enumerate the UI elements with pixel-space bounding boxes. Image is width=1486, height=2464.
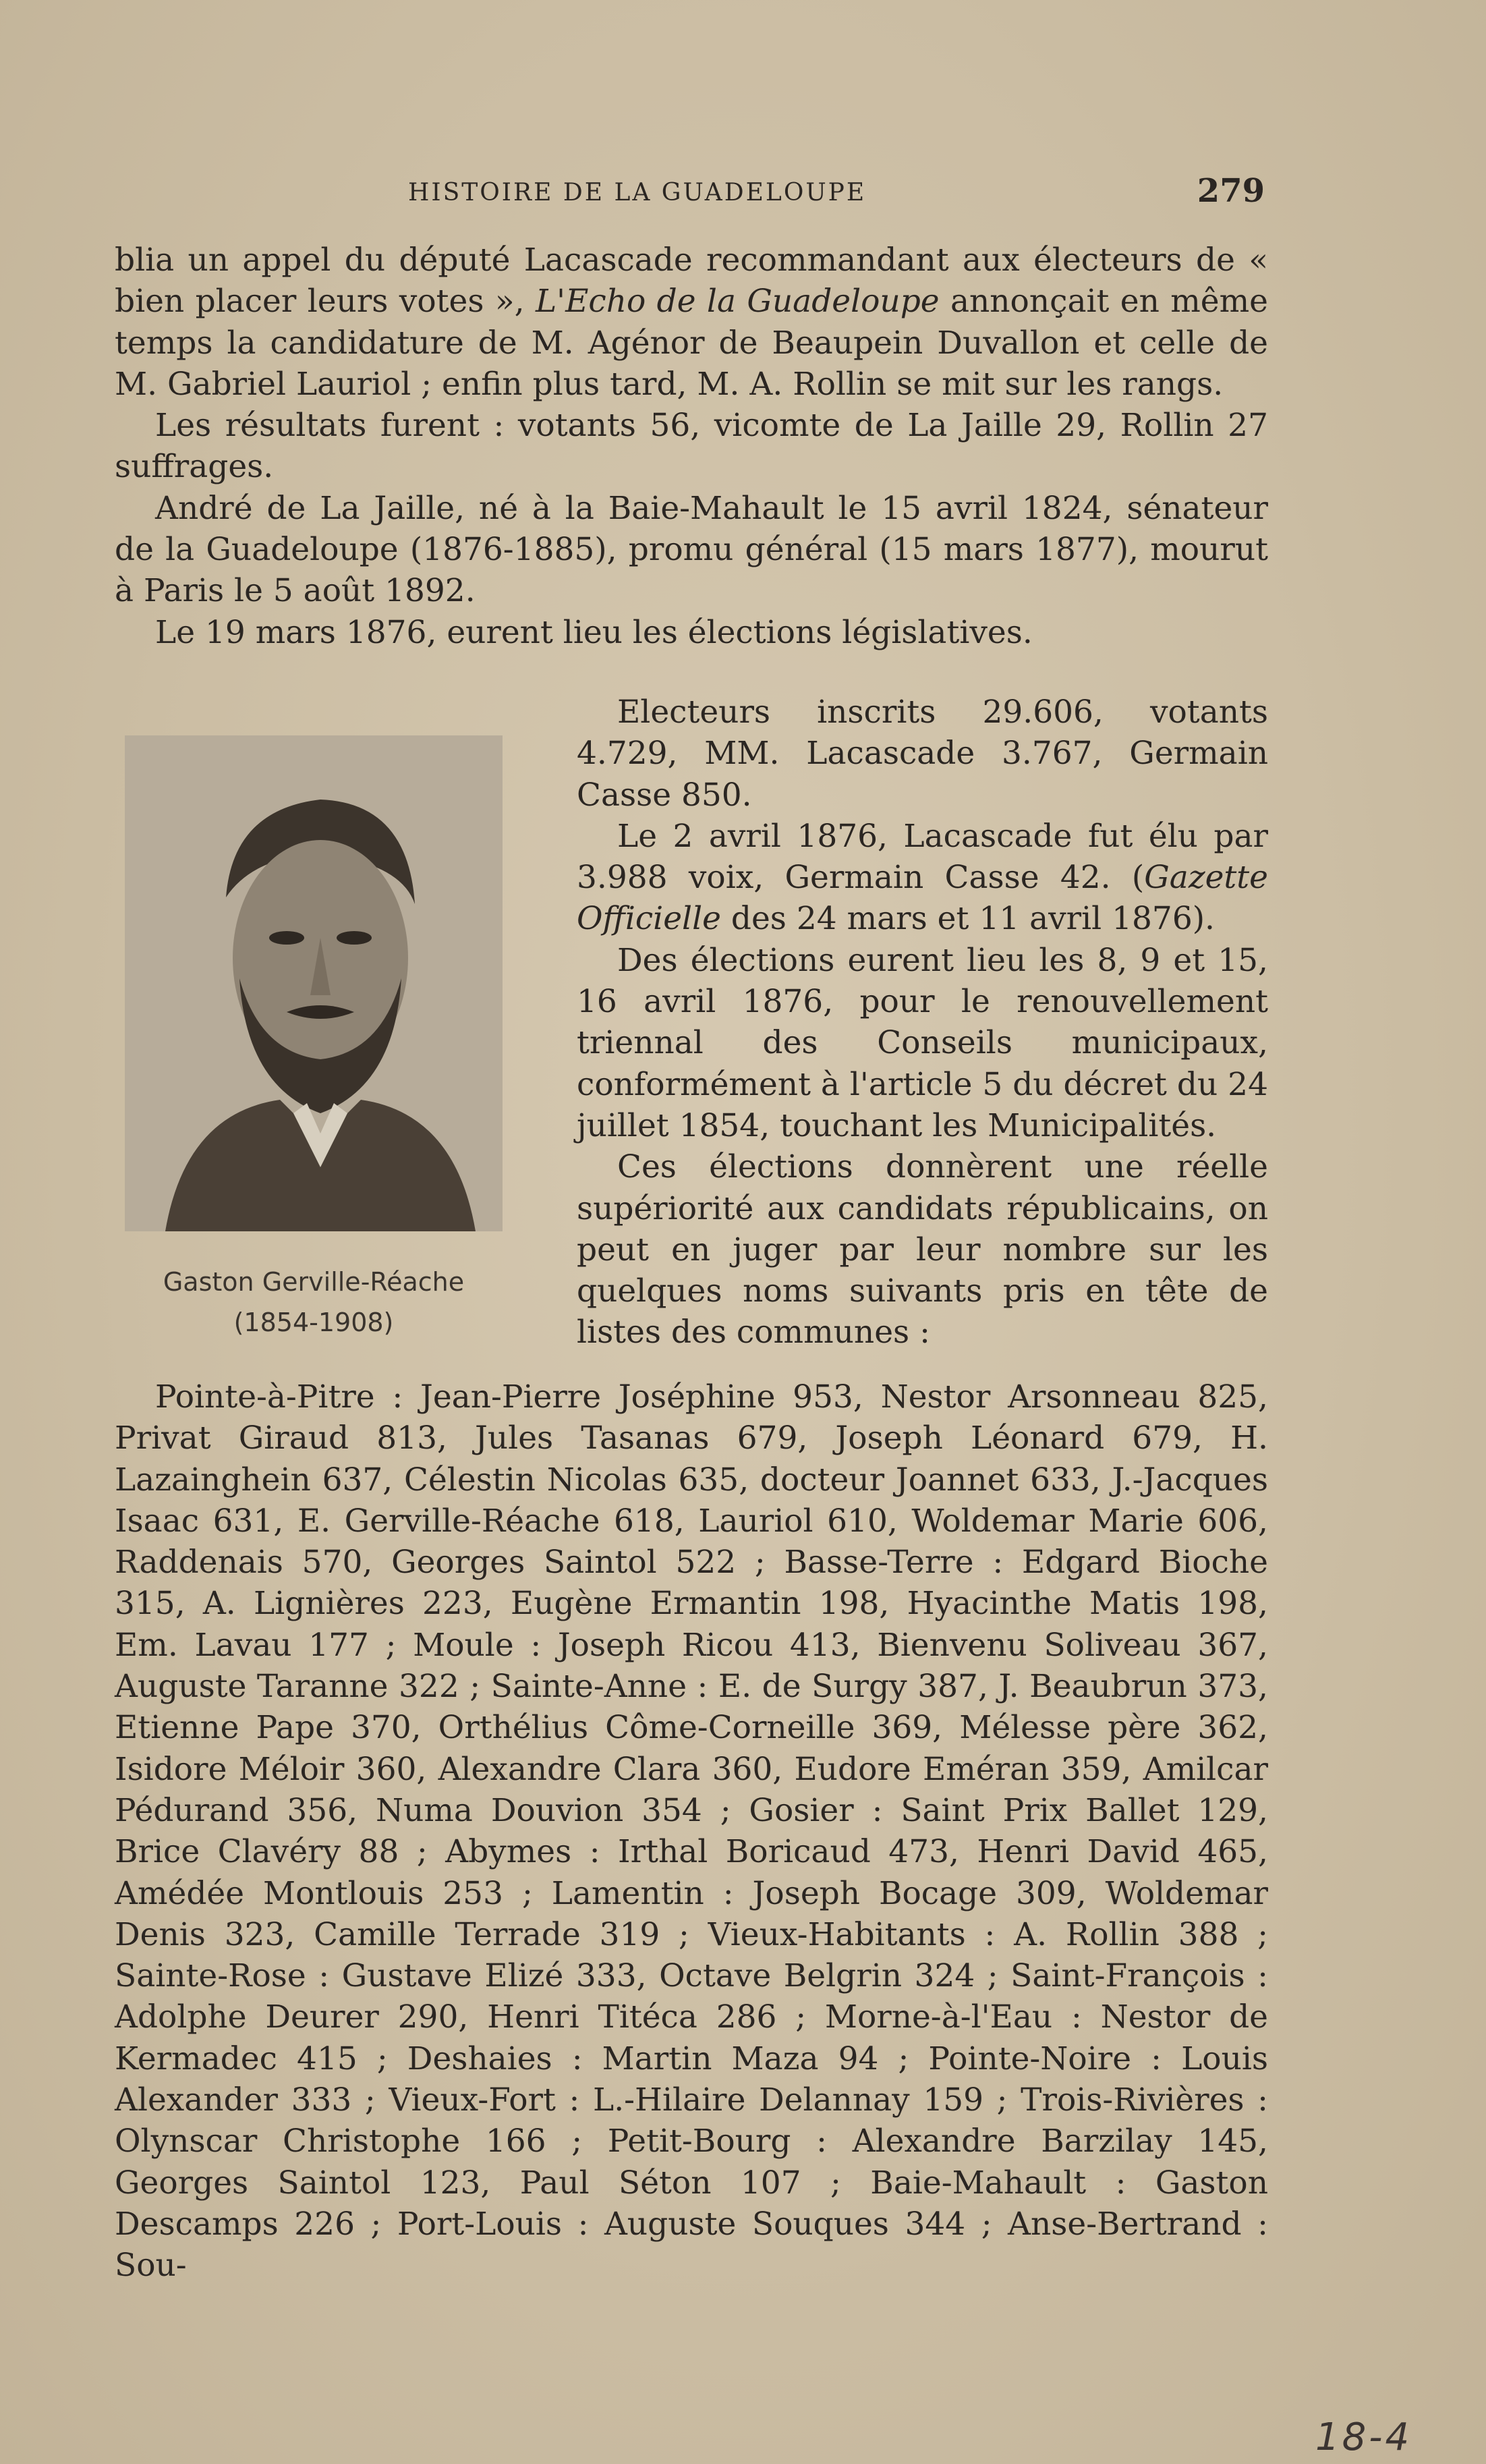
italic-title: L'Echo de la Guadeloupe: [535, 283, 940, 320]
paragraph-text: Les résultats furent : votants 56, vicomte de La Jaille 29, Rollin 27 suffrages.: [115, 407, 1268, 486]
paragraph-text: des 24 mars et 11 avril 1876).: [720, 900, 1216, 938]
page-number: 279: [1197, 172, 1265, 210]
running-title: HISTOIRE DE LA GUADELOUPE: [408, 179, 867, 206]
paragraph-text: Le 2 avril 1876, Lacascade fut élu par 3.988 voix, Germain Casse 42. (: [577, 817, 1268, 897]
paragraph-text: blia un appel du député Lacascade recommandant aux électeurs de « bien placer leurs votes »,: [115, 242, 1268, 320]
paragraph-text: Le 19 mars 1876, eurent lieu les élections législatives.: [155, 613, 1033, 651]
paragraph: [115, 488, 1268, 612]
paragraph: [115, 405, 1268, 488]
text-block-top: [115, 240, 1268, 653]
paragraph-text: Electeurs inscrits 29.606, votants 4.729, MM. Lacascade 3.767, Germain Casse 850.: [577, 694, 1268, 814]
text-block-side: [577, 692, 1268, 1353]
paragraph-text: annonçait en même temps la candidature de M. Agénor de Beaupein Duvallon et celle de M. Gabriel Lauriol ; enfin plus tard, M. A. Rollin se mit sur les rangs.: [115, 283, 1268, 403]
handwritten-annotation: 18-4: [1315, 2415, 1412, 2459]
paragraph: [577, 940, 1268, 1146]
paragraph: [577, 1146, 1268, 1353]
caption-name: Gaston Gerville-Réache: [163, 1267, 465, 1297]
paragraph-text: Des élections eurent lieu les 8, 9 et 15, 16 avril 1876, pour le renouvellement triennal des Conseils municipaux, conformément à l'article 5 du décret du 24 juillet 1854, touchant les Municipalités.: [577, 941, 1268, 1144]
paragraph: [577, 692, 1268, 816]
paragraph-text: Pointe-à-Pitre : Jean-Pierre Joséphine 953, Nestor Arsonneau 825, Privat Giraud 813, Jules Tasanas 679, Joseph Léonard 679, H. Lazainghein 637, Célestin Nicolas 635, docteur Joannet 633, J.-Jacques Isaac 631, E. Gerville-Réache 618, Lauriol 610, Woldemar Marie 606, Raddenais 570, Georges Saintol 522 ; Basse-Terre : Edgard Bioche 315, A. Lignières 223, Eugène Ermantin 198, Hyacinthe Matis 198, Em. Lavau 177 ; Moule : Joseph Ricou 413, Bienvenu Soliveau 367, Auguste Taranne 322 ; Sainte-Anne : E. de Surgy 387, J. Beaubrun 373, Etienne Pape 370, Orthélius Côme-Corneille 369, Mélesse père 362, Isidore Méloir 360, Alexandre Clara 360, Eudore Eméran 359, Amilcar Pédurand 356, Numa Douvion 354 ; Gosier : Saint Prix Ballet 129, Brice Clavéry 88 ; Abymes : Irthal Boricaud 473, Henri David 465, Amédée Montlouis 253 ; Lamentin : Joseph Bocage 309, Woldemar Denis 323, Camille Terrade 319 ; Vieux-Habitants : A. Rollin 388 ; Sainte-Rose : Gustave Elizé 333, Octave Belgrin 324 ; Saint-François : Adolphe Deurer 290, Henri Titéca 286 ; Morne-à-l'Eau : Nestor de Kermadec 415 ; Deshaies : Martin Maza 94 ; Pointe-Noire : Louis Alexander 333 ; Vieux-Fort : L.-Hilaire Delannay 159 ; Trois-Rivières : Olynscar Christophe 166 ; Petit-Bourg : Alexandre Barzilay 145, Georges Saintol 123, Paul Séton 107 ; Baie-Mahault : Gaston Descamps 226 ; Port-Louis : Auguste Souques 344 ; Anse-Bertrand : Sou-: [115, 1378, 1268, 2285]
italic-title: Gazette Officielle: [577, 859, 1268, 938]
paragraph: [577, 816, 1268, 940]
paragraph: [115, 240, 1268, 405]
paragraph: [115, 612, 1268, 653]
page-header: [118, 172, 1265, 226]
paragraph-text: André de La Jaille, né à la Baie-Mahault le 15 avril 1824, sénateur de la Guadeloupe (1876-1885), promu général (15 mars 1877), mourut à Paris le 5 août 1892.: [115, 489, 1268, 610]
portrait-drawing: [125, 735, 503, 1231]
text-block-bottom: [115, 1376, 1268, 2287]
portrait-caption: [101, 1262, 526, 1343]
paragraph: [115, 1376, 1268, 2287]
portrait-image: [125, 735, 503, 1231]
paragraph-text: Ces élections donnèrent une réelle supériorité aux candidats républicains, on peut en juger par leur nombre sur les quelques noms suivants pris en tête de listes des communes :: [577, 1148, 1268, 1351]
caption-dates: (1854-1908): [233, 1308, 394, 1337]
